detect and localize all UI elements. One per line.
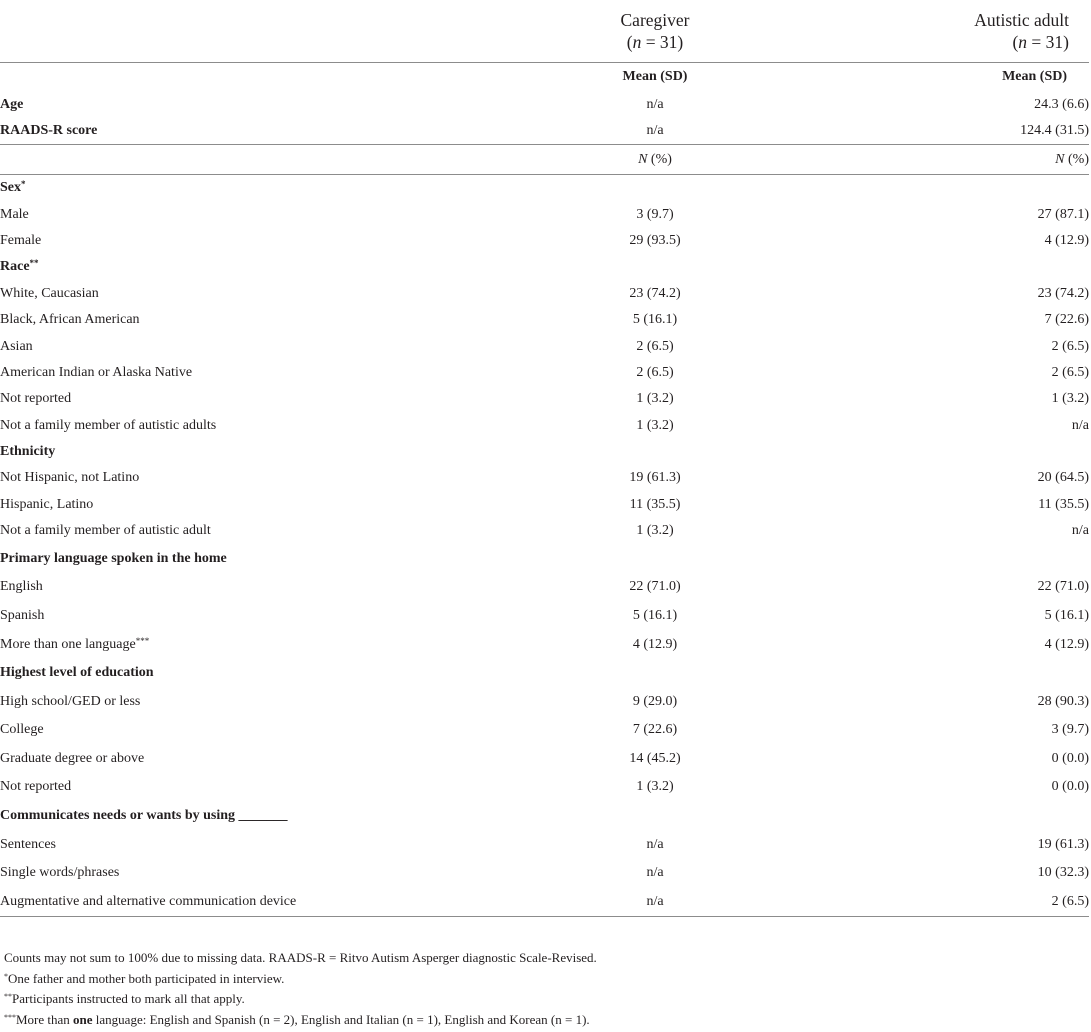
table-row [0,92,1089,118]
section-header-row [0,802,1089,831]
footnote-text: Participants instructed to mark all that apply. [12,991,245,1007]
row-autistic-value: 22 (71.0) [1037,579,1089,595]
mean-subheader-row [0,63,1089,92]
row-autistic-value: n/a [1071,523,1089,539]
header-autistic-title: Autistic adult [974,10,1069,30]
section-header-row [0,439,1089,465]
row-label: Black, African American [0,312,140,328]
row-label-cell [0,492,520,518]
table-row [0,573,1089,602]
section-title: Communicates needs or wants by using _______ [0,808,288,824]
row-caregiver-value: 4 (12.9) [632,636,678,652]
footnote-mark: ** [4,992,12,1002]
row-label: Augmentative and alternative communication device [0,893,297,909]
row-autistic-value: n/a [1071,417,1089,433]
table-row [0,492,1089,518]
table-row [0,630,1089,659]
row-autistic-value: 20 (64.5) [1037,470,1089,486]
row-label: RAADS-R score [0,118,520,145]
table-row [0,412,1089,438]
row-caregiver-value: 9 (29.0) [632,693,678,709]
section-title: Primary language spoken in the home [0,550,227,566]
row-caregiver-value: 5 (16.1) [632,607,678,623]
row-caregiver-value: 7 (22.6) [632,722,678,738]
header-autistic-n: (n = 31) [1012,32,1069,52]
table-row [0,859,1089,888]
row-label-cell [0,281,520,307]
row-autistic-value: 124.4 (31.5) [790,118,1089,145]
row-caregiver-value: n/a [646,865,664,881]
row-label-cell [0,465,520,491]
row-label-cell [0,518,520,544]
row-label: English [0,579,43,595]
table-row [0,465,1089,491]
row-caregiver-value: n/a [520,888,790,917]
row-label-cell [0,360,520,386]
section-header-row [0,659,1089,688]
row-label-cell [0,859,520,888]
section-header-row [0,254,1089,280]
table-row [0,281,1089,307]
table-row [0,360,1089,386]
row-label-cell [0,602,520,631]
row-autistic-value: 10 (32.3) [1037,865,1089,881]
row-label-cell [0,830,520,859]
table-row [0,687,1089,716]
row-caregiver-value: 5 (16.1) [632,312,678,328]
table-body [0,63,1089,917]
section-title: Sex [0,180,21,196]
row-label-cell [0,888,520,917]
table-row [0,386,1089,412]
header-caregiver [520,0,790,63]
table-row [0,773,1089,802]
row-label: Spanish [0,607,45,623]
row-label-mark: *** [135,635,150,646]
row-autistic-value: 3 (9.7) [1051,722,1089,738]
count-header-autistic [790,145,1089,175]
row-label: Hispanic, Latino [0,496,94,512]
row-caregiver-value: 22 (71.0) [629,579,681,595]
row-autistic-value: 23 (74.2) [1037,285,1089,301]
section-header-row [0,544,1089,573]
header-caregiver-title: Caregiver [620,10,690,30]
table-row [0,228,1089,254]
mean-header-autistic: Mean (SD) [1002,69,1067,85]
row-label: White, Caucasian [0,285,99,301]
table-row [0,745,1089,774]
section-title-mark: * [21,179,26,190]
row-label: Asian [0,338,33,354]
row-caregiver-value: n/a [646,96,664,112]
row-label: Female [0,232,42,248]
header-autistic [790,0,1089,63]
row-label-cell [0,716,520,745]
table-row [0,333,1089,359]
section-title-mark: ** [29,258,39,269]
row-caregiver-value: 1 (3.2) [636,523,674,539]
row-label-cell [0,745,520,774]
row-label: American Indian or Alaska Native [0,364,193,380]
row-label: More than one language [0,636,136,652]
footnote-text: More than [16,1012,74,1028]
table-row [0,118,1089,145]
section-title: Highest level of education [0,665,154,681]
row-label-cell [0,573,520,602]
row-autistic-value: 4 (12.9) [1044,636,1089,652]
section-title-cell [0,659,520,688]
row-caregiver-value: 3 (9.7) [636,206,674,222]
header-caregiver-n: (n = 31) [626,32,684,52]
section-header-row [0,174,1089,201]
row-label: Not a family member of autistic adults [0,417,217,433]
row-caregiver-value: 11 (35.5) [629,496,681,512]
table-row [0,830,1089,859]
row-label: Not reported [0,391,72,407]
table-row [0,602,1089,631]
footnote-text-rest: language: English and Spanish (n = 2), English and Italian (n = 1), English and Korean (n = 1). [92,1012,590,1028]
row-caregiver-value: 2 (6.5) [636,364,674,380]
row-label: Not a family member of autistic adult [0,523,211,539]
table-header-row [0,0,1089,63]
count-header-caregiver [520,145,790,175]
row-label: High school/GED or less [0,693,141,709]
count-header-caregiver-text: N (%) [638,151,672,167]
row-label-cell [0,228,520,254]
row-label: Not Hispanic, not Latino [0,470,140,486]
row-caregiver-value: 2 (6.5) [636,338,674,354]
header-blank [0,0,520,63]
mean-header-caregiver: Mean (SD) [622,69,688,85]
footnote-triple-star [4,1010,1084,1031]
row-label-cell [0,333,520,359]
section-title-cell [0,174,520,201]
row-autistic-value: 1 (3.2) [1051,391,1089,407]
row-caregiver-value: 1 (3.2) [636,417,674,433]
section-title-cell [0,802,520,831]
row-label-cell [0,630,520,659]
row-caregiver-value: 1 (3.2) [636,779,674,795]
row-label-cell [0,386,520,412]
table-row [0,716,1089,745]
row-label-cell [0,307,520,333]
table-row [0,307,1089,333]
row-autistic-value: 5 (16.1) [1044,607,1089,623]
section-title: Race [0,259,30,275]
row-caregiver-value: 19 (61.3) [629,470,681,486]
row-autistic-value: 2 (6.5) [1051,338,1089,354]
row-autistic-value: 28 (90.3) [1037,693,1089,709]
row-label: Male [0,206,29,222]
footnote-double-star [4,989,1084,1010]
row-caregiver-value: 14 (45.2) [629,750,681,766]
table-footnotes [4,948,1084,1031]
row-autistic-value: 2 (6.5) [1051,364,1089,380]
row-autistic-value: 4 (12.9) [1044,232,1089,248]
row-label-cell [0,201,520,227]
row-label: Single words/phrases [0,865,120,881]
row-label-cell [0,687,520,716]
section-title-cell [0,544,520,573]
row-label: College [0,722,44,738]
count-subheader-row [0,145,1089,175]
row-autistic-value: 19 (61.3) [1037,836,1089,852]
footnote-bold: one [73,1012,93,1028]
row-label-cell [0,412,520,438]
row-caregiver-value: n/a [646,836,664,852]
row-autistic-value: 0 (0.0) [1051,750,1089,766]
row-caregiver-value: 1 (3.2) [636,391,674,407]
count-header-autistic-text: N (%) [1055,151,1089,167]
footnote-general: Counts may not sum to 100% due to missing data. RAADS-R = Ritvo Autism Asperger diagnostic Scale-Revised. [4,950,597,965]
row-label: Graduate degree or above [0,750,145,766]
row-label: Age [0,96,24,112]
row-label: Not reported [0,779,72,795]
table-row [0,518,1089,544]
footnote-mark: *** [4,1013,16,1023]
section-title-cell [0,254,520,280]
row-label-cell [0,773,520,802]
row-autistic-value: 7 (22.6) [1044,312,1089,328]
row-autistic-value: 27 (87.1) [1037,206,1089,222]
row-autistic-value: 2 (6.5) [790,888,1089,917]
row-autistic-value: 0 (0.0) [1051,779,1089,795]
row-autistic-value: 24.3 (6.6) [1034,96,1089,112]
footnote-text: One father and mother both participated in interview. [8,970,285,986]
row-caregiver-value: 23 (74.2) [629,285,681,301]
footnote-single-star [4,969,1084,990]
table-row [0,201,1089,227]
row-autistic-value: 11 (35.5) [1038,496,1089,512]
table-row [0,888,1089,917]
section-title-cell [0,439,520,465]
section-title: Ethnicity [0,444,56,460]
row-label: Sentences [0,836,56,852]
footnote-mark: * [4,971,8,981]
row-caregiver-value: 29 (93.5) [629,232,681,248]
row-caregiver-value: n/a [520,118,790,145]
